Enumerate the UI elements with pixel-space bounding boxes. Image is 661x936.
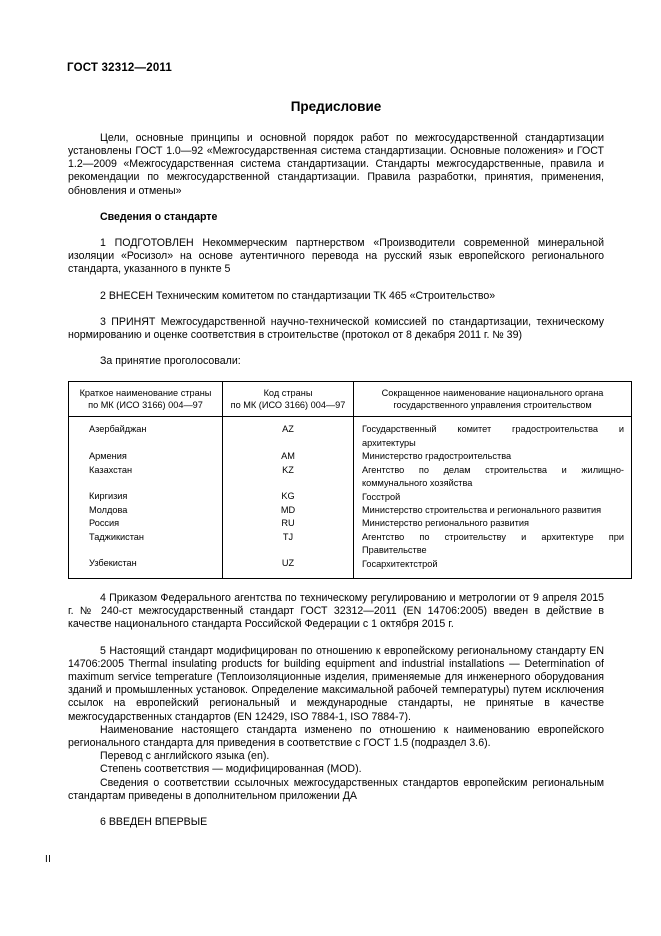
table-col-header-organization-line2: государственного управления строительством bbox=[393, 400, 592, 411]
standard-info-item-2: 2 ВНЕСЕН Техническим комитетом по стандартизации ТК 465 «Строительство» bbox=[100, 289, 496, 302]
item-5-sub-1: Наименование настоящего стандарта изменено по отношению к наименованию европейского регионального стандарта для приведения в соответствие с ГОСТ 1.5 (подраздел 3.6). bbox=[68, 723, 604, 749]
table-col-header-country bbox=[69, 382, 223, 417]
list-item: Армения bbox=[89, 451, 127, 462]
list-item: Министерство градостроительства bbox=[362, 451, 512, 462]
table-col-header-code-line2: по МК (ИСО 3166) 004—97 bbox=[230, 400, 346, 411]
countries-table bbox=[68, 381, 632, 578]
page-title: Предисловие bbox=[290, 98, 382, 114]
list-item: Агентство по делам строительства и жилищно-коммунального хозяйства bbox=[362, 464, 624, 489]
table-col-header-organization bbox=[354, 382, 632, 417]
standard-info-heading: Сведения о стандарте bbox=[100, 210, 218, 223]
item-5-sub-4: Сведения о соответствии ссылочных межгосударственных стандартов европейским региональным стандартам приведены в дополнительном приложении ДА bbox=[68, 776, 604, 802]
table-row bbox=[69, 417, 632, 578]
table-body bbox=[69, 417, 632, 578]
table-col-header-code-line1: Код страны bbox=[263, 388, 313, 399]
spacer bbox=[69, 437, 222, 450]
list-item: KZ bbox=[282, 464, 294, 475]
list-item: Узбекистан bbox=[89, 558, 137, 569]
list-item: Таджикистан bbox=[89, 531, 144, 542]
list-item: Молдова bbox=[89, 504, 128, 515]
list-item: KG bbox=[281, 491, 295, 502]
list-item: Россия bbox=[89, 518, 120, 529]
spacer bbox=[69, 477, 222, 490]
item-5-sub-2: Перевод с английского языка (en). bbox=[100, 750, 270, 763]
item-5-paragraph: 5 Настоящий стандарт модифицирован по отношению к европейскому региональному стандарту EN 14706:2005 Thermal insulating products for building equipment and industrial installations — Determination of maximum service temperature (Теплоизоляционные изделия, применяемые для инженерного оборудования зданий и промышленных установок. Определение максимальной рабочей температуры) путем исключения ссылок на европейский региональный и международные стандарты, не принятые в качестве межгосударственных стандартов (EN 12429, ISO 7884-1, ISO 7884-7). bbox=[68, 644, 604, 723]
table-header bbox=[69, 382, 632, 417]
list-item: Министерство строительства и регионального развития bbox=[362, 504, 602, 515]
list-item: Госархитектстрой bbox=[362, 558, 438, 569]
list-item: AM bbox=[281, 451, 295, 462]
table-cell-organizations bbox=[354, 417, 632, 578]
item-6-paragraph: 6 ВВЕДЕН ВПЕРВЫЕ bbox=[100, 815, 208, 828]
table-col-header-country-line1: Краткое наименование страны bbox=[79, 388, 212, 399]
document-header-standard-number: ГОСТ 32312—2011 bbox=[67, 62, 172, 74]
spacer bbox=[223, 437, 353, 450]
item-5-sub-3: Степень соответствия — модифицированная (MOD). bbox=[100, 763, 362, 776]
page-content bbox=[67, 62, 624, 829]
table-cell-codes bbox=[223, 417, 354, 578]
table-header-row bbox=[69, 382, 632, 417]
table-col-header-organization-line1: Сокращенное наименование национального органа bbox=[381, 388, 604, 399]
spacer bbox=[223, 477, 353, 490]
organizations-list bbox=[354, 417, 631, 577]
intro-paragraph: Цели, основные принципы и основной порядок работ по межгосударственной стандартизации установлены ГОСТ 1.0—92 «Межгосударственная система стандартизации. Основные положения» и ГОСТ 1.2—2009 «Межгосударственная система стандартизации. Стандарты межгосударственные, правила и рекомендации по межгосударственной стандартизации. Правила разработки, принятия, применения, обновления и отмены» bbox=[68, 131, 604, 197]
vote-intro-text: За принятие проголосовали: bbox=[100, 355, 241, 368]
list-item: MD bbox=[280, 504, 296, 515]
spacer bbox=[69, 544, 222, 557]
list-item: RU bbox=[281, 518, 295, 529]
item-4-paragraph: 4 Приказом Федерального агентства по техническому регулированию и метрологии от 9 апреля 2015 г. № 240-ст межгосударственный стандарт ГОСТ 32312—2011 (EN 14706:2005) введен в действие в качестве национального стандарта Российской Федерации с 1 октября 2015 г. bbox=[68, 591, 604, 631]
countries-list bbox=[69, 417, 222, 577]
codes-list bbox=[223, 417, 353, 577]
list-item: Агентство по строительству и архитектуре при Правительстве bbox=[362, 531, 624, 556]
standard-info-item-3: 3 ПРИНЯТ Межгосударственной научно-технической комиссией по стандартизации, техническому нормированию и оценке соответствия в строительстве (протокол от 8 декабря 2011 г. № 39) bbox=[68, 315, 604, 342]
list-item: Казахстан bbox=[89, 464, 133, 475]
list-item: TJ bbox=[282, 531, 294, 542]
standard-info-item-1: 1 ПОДГОТОВЛЕН Некоммерческим партнерством «Производители современной минеральной изоляции «Росизол» на основе аутентичного перевода на русский язык европейского регионального стандарта, указанного в пункте 5 bbox=[68, 237, 604, 276]
table-cell-countries bbox=[69, 417, 223, 578]
table-col-header-country-line2: по МК (ИСО 3166) 004—97 bbox=[88, 400, 203, 411]
spacer bbox=[223, 544, 353, 557]
list-item: Государственный комитет градостроительства и архитектуры bbox=[362, 424, 624, 448]
table-col-header-code bbox=[223, 382, 354, 417]
list-item: Министерство регионального развития bbox=[362, 518, 529, 529]
page-number: II bbox=[45, 854, 52, 865]
list-item: Киргизия bbox=[89, 491, 128, 502]
list-item: Госстрой bbox=[362, 491, 401, 502]
list-item: UZ bbox=[281, 558, 295, 569]
list-item: Азербайджан bbox=[89, 424, 147, 435]
list-item: AZ bbox=[282, 424, 294, 435]
